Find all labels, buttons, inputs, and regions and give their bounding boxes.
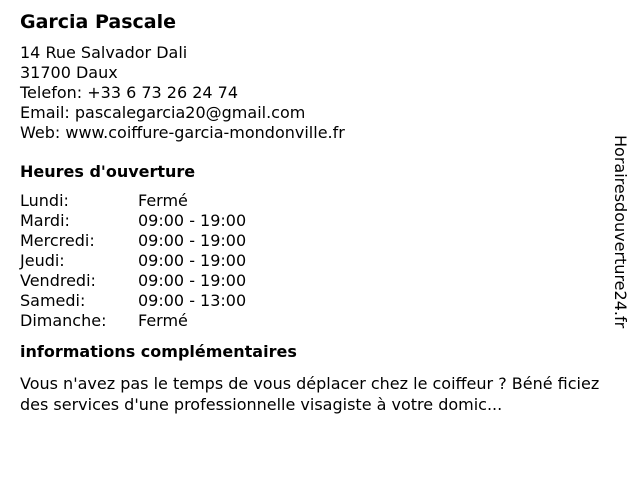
address-line-1: 14 Rue Salvador Dali [20,43,188,62]
time-value: 09:00 - 19:00 [138,251,247,270]
web-line: Web: www.coiffure-garcia-mondonville.fr [20,123,345,142]
business-name: Garcia Pascale [20,11,177,33]
hours-row [20,291,610,311]
time-value: 09:00 - 13:00 [138,291,247,310]
time-value: 09:00 - 19:00 [138,211,247,230]
day-label: Jeudi: [20,251,65,270]
phone-line: Telefon: +33 6 73 26 24 74 [20,83,239,102]
opening-hours-title: Heures d'ouverture [20,162,196,181]
hours-row [20,191,610,211]
day-label: Vendredi: [20,271,96,290]
day-label: Lundi: [20,191,69,210]
hours-row [20,271,610,291]
business-card [20,10,610,415]
day-label: Samedi: [20,291,86,310]
time-value: Fermé [138,191,188,210]
day-label: Dimanche: [20,311,107,330]
site-watermark: Horairesdouverture24.fr [611,135,630,329]
day-label: Mardi: [20,211,70,230]
hours-row [20,311,610,331]
time-value: 09:00 - 19:00 [138,231,247,250]
opening-hours-list [20,191,610,331]
time-value: 09:00 - 19:00 [138,271,247,290]
time-value: Fermé [138,311,188,330]
hours-row [20,211,610,231]
additional-info-text: Vous n'avez pas le temps de vous déplacer chez le coiffeur ? Béné ficiez des services d'une professionnelle visagiste à votre domic... [20,374,600,414]
hours-row [20,251,610,271]
additional-info-title: informations complémentaires [20,342,297,361]
address-line-2: 31700 Daux [20,63,118,82]
hours-row [20,231,610,251]
email-line: Email: pascalegarcia20@gmail.com [20,103,306,122]
day-label: Mercredi: [20,231,95,250]
